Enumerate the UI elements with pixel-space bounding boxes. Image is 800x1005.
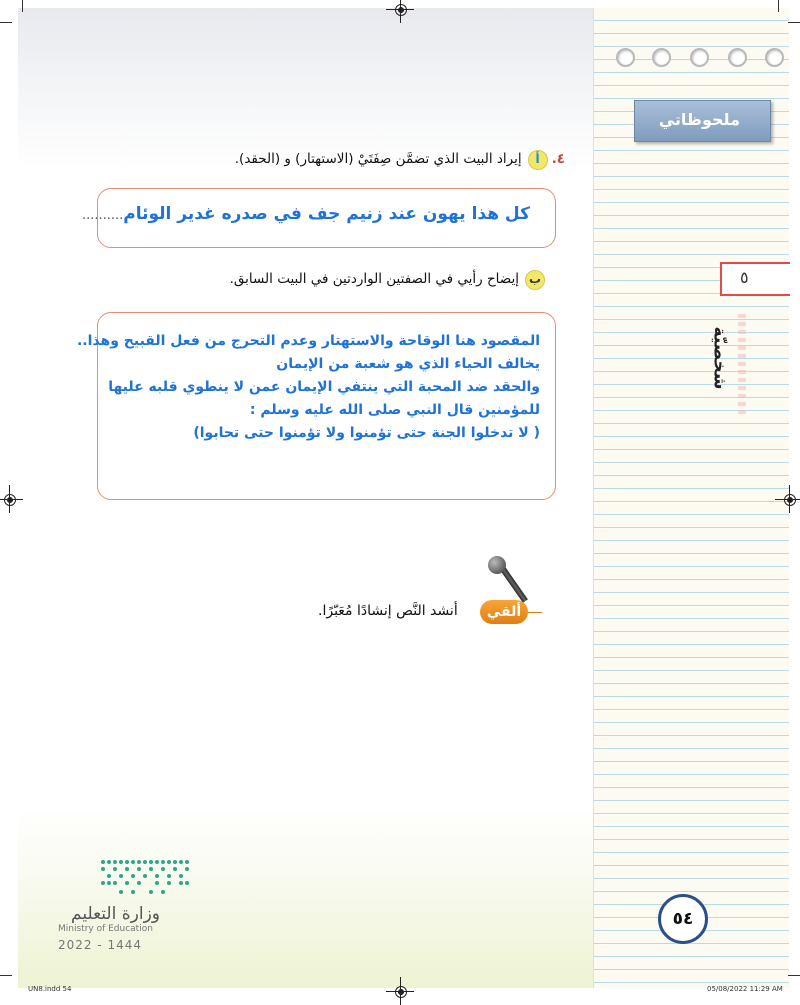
binder-hole-icon bbox=[652, 48, 671, 67]
ministry-logo bbox=[55, 860, 215, 960]
part-b-bubble: ب bbox=[525, 270, 545, 290]
notes-sidebar bbox=[593, 8, 789, 988]
answer-b-line: للمؤمنين قال النبي صلى الله عليه وسلم : bbox=[249, 402, 540, 418]
answer-b-line: المقصود هنا الوقاحة والاستهتار وعدم التحرج من فعل القبيح وهذا.. bbox=[76, 333, 540, 349]
notes-header-tab bbox=[634, 100, 771, 142]
recite-instruction: أنشد النَّص إنشادًا مُعَبّرًا. bbox=[318, 603, 458, 619]
registration-mark-icon bbox=[1, 491, 17, 507]
ministry-emblem-icon bbox=[101, 860, 193, 898]
lesson-title-vertical bbox=[709, 310, 768, 420]
lesson-title-text: شخصيّة bbox=[709, 326, 730, 390]
question-4a-text: إيراد البيت الذي تضمَّن صِفَتَيْ (الاستهتار) و (الحقد). bbox=[234, 151, 522, 167]
registration-mark-icon bbox=[781, 491, 797, 507]
crop-mark bbox=[22, 0, 23, 12]
question-4a bbox=[235, 150, 565, 170]
answer-a-dots: .......... bbox=[81, 208, 124, 223]
registration-mark-icon bbox=[392, 1, 408, 17]
binder-hole-icon bbox=[728, 48, 747, 67]
answer-b-line: ( لا تدخلوا الجنة حتى تؤمنوا ولا تؤمنوا حتى تحابوا) bbox=[193, 425, 540, 441]
ministry-name-arabic: وزارة التعليم bbox=[71, 904, 160, 924]
recite-badge: ألقي bbox=[480, 600, 528, 624]
registration-mark-icon bbox=[392, 983, 408, 999]
answer-b-line: والحقد ضد المحبة التي ينتفي الإيمان عمن لا ينطوي قلبه عليها bbox=[108, 379, 540, 395]
answer-b bbox=[76, 330, 540, 445]
decorative-stripe bbox=[738, 314, 746, 416]
footer-filename: UN8.indd 54 bbox=[28, 985, 72, 993]
recite-connector bbox=[528, 612, 542, 613]
lesson-number: ٥ bbox=[740, 268, 749, 287]
binder-hole-icon bbox=[765, 48, 784, 67]
footer-timestamp: 05/08/2022 11:29 AM bbox=[707, 985, 783, 993]
page-number: ٥٤ bbox=[658, 894, 708, 944]
crop-mark bbox=[788, 22, 800, 23]
lesson-number-box bbox=[720, 262, 790, 296]
part-a-bubble: أ bbox=[528, 150, 548, 170]
answer-a-text: كل هذا يهون عند زنيم جف في صدره غدير الوئام bbox=[123, 204, 530, 224]
crop-mark bbox=[0, 975, 12, 976]
academic-year: 2022 - 1444 bbox=[58, 938, 143, 952]
crop-mark bbox=[788, 975, 800, 976]
question-4b bbox=[230, 270, 545, 290]
crop-mark bbox=[0, 22, 12, 23]
binder-hole-icon bbox=[616, 48, 635, 67]
notes-title: ملحوظاتي bbox=[658, 110, 740, 129]
question-4b-text: إيضاح رأيي في الصفتين الواردتين في البيت السابق. bbox=[229, 271, 519, 287]
answer-b-line: يخالف الحياء الذي هو شعبة من الإيمان bbox=[276, 356, 540, 372]
crop-mark bbox=[778, 0, 779, 12]
ministry-name-english: Ministry of Education bbox=[58, 924, 153, 934]
question-number: ٤. bbox=[551, 151, 565, 167]
binder-hole-icon bbox=[690, 48, 709, 67]
answer-a bbox=[81, 204, 530, 224]
